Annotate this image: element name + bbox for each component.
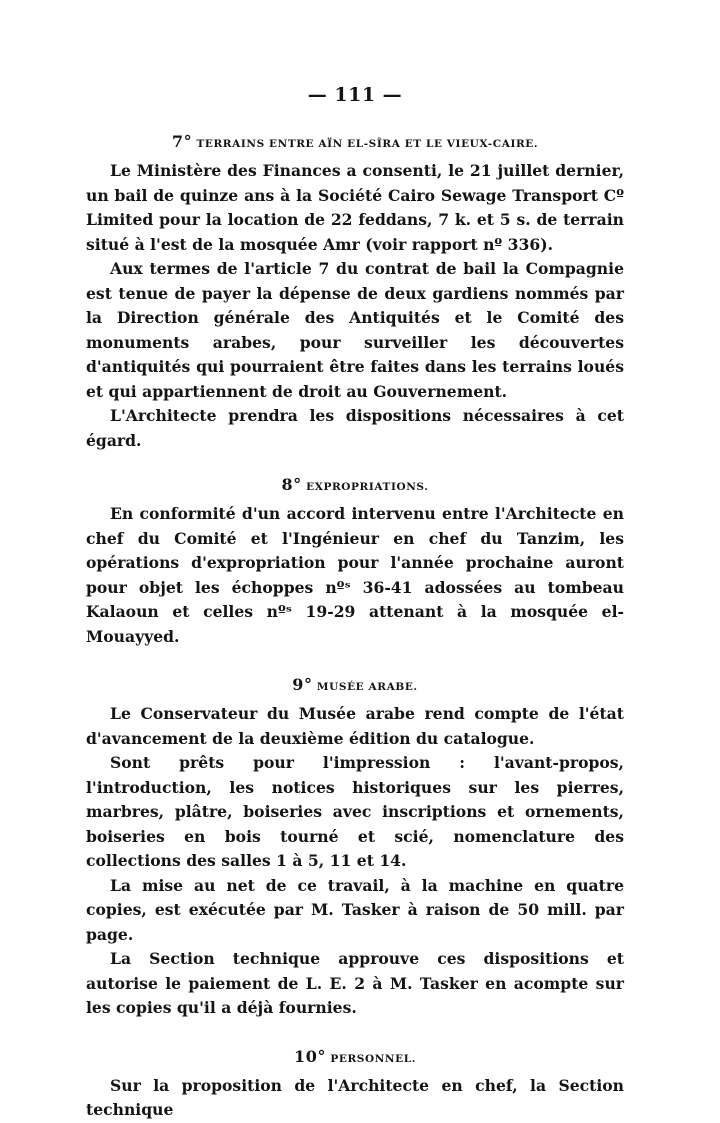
section-title: MUSÉE ARABE. bbox=[316, 681, 418, 693]
section-number: 9° bbox=[292, 675, 313, 694]
section-heading bbox=[86, 675, 624, 694]
section-personnel bbox=[86, 1047, 624, 1123]
section-heading bbox=[86, 475, 624, 494]
section-heading bbox=[86, 132, 624, 151]
paragraph: Sur la proposition de l'Architecte en chef, la Section technique bbox=[86, 1075, 624, 1119]
page-number: — 111 — bbox=[307, 84, 403, 106]
document-page bbox=[86, 84, 624, 1123]
paragraph: Le Conservateur du Musée arabe rend compte de l'état d'avancement de la deuxième édition du catalogue. bbox=[86, 704, 624, 748]
section-musee-arabe bbox=[86, 675, 624, 1021]
paragraph: La Section technique approuve ces dispositions et autorise le paiement de L. E. 2 à M. Tasker en acompte sur les copies qu'il a déjà fournies. bbox=[86, 949, 624, 1017]
section-title: TERRAINS ENTRE AÏN EL-SÎRA ET LE VIEUX-CAIRE. bbox=[196, 138, 539, 150]
paragraph: L'Architecte prendra les dispositions nécessaires à cet égard. bbox=[86, 406, 624, 450]
paragraph: Sont prêts pour l'impression : l'avant-propos, l'introduction, les notices historiques sur les pierres, marbres, plâtre, boiseries avec inscriptions et ornements, boiseries en bois tourné et scié, nomenclature des collections des salles 1 à 5, 11 et 14. bbox=[86, 753, 624, 870]
section-number: 10° bbox=[294, 1046, 327, 1066]
paragraph: Aux termes de l'article 7 du contrat de bail la Compagnie est tenue de payer la dépense de deux gardiens nommés par la Direction générale des Antiquités et le Comité des monuments arabes, pour surveiller les découvertes d'antiquités qui pourraient être faites dans les terrains loués et qui appartiennent de droit au Gouvernement. bbox=[86, 259, 624, 401]
paragraph: Le Ministère des Finances a consenti, le 21 juillet dernier, un bail de quinze ans à la Société Cairo Sewage Transport Cº Limited pour la location de 22 feddans, 7 k. et 5 s. de terrain situé à l'est de la mosquée Amr (voir rapport nº 336). bbox=[86, 161, 624, 254]
section-terrains bbox=[86, 132, 624, 453]
section-heading bbox=[86, 1047, 624, 1066]
paragraph: En conformité d'un accord intervenu entre l'Architecte en chef du Comité et l'Ingénieur en chef du Tanzim, les opérations d'expropriation pour l'année prochaine auront pour objet les échoppes nºˢ 36-41 adossées au tombeau Kalaoun et celles nºˢ 19-29 attenant à la mosquée el-Mouayyed. bbox=[86, 504, 624, 646]
section-title: PERSONNEL. bbox=[330, 1052, 416, 1065]
section-number: 8° bbox=[281, 475, 302, 494]
paragraph: La mise au net de ce travail, à la machine en quatre copies, est exécutée par M. Tasker à raison de 50 mill. par page. bbox=[86, 875, 624, 944]
section-expropriations bbox=[86, 475, 624, 649]
section-title: EXPROPRIATIONS. bbox=[306, 481, 429, 493]
section-number: 7° bbox=[171, 132, 193, 151]
